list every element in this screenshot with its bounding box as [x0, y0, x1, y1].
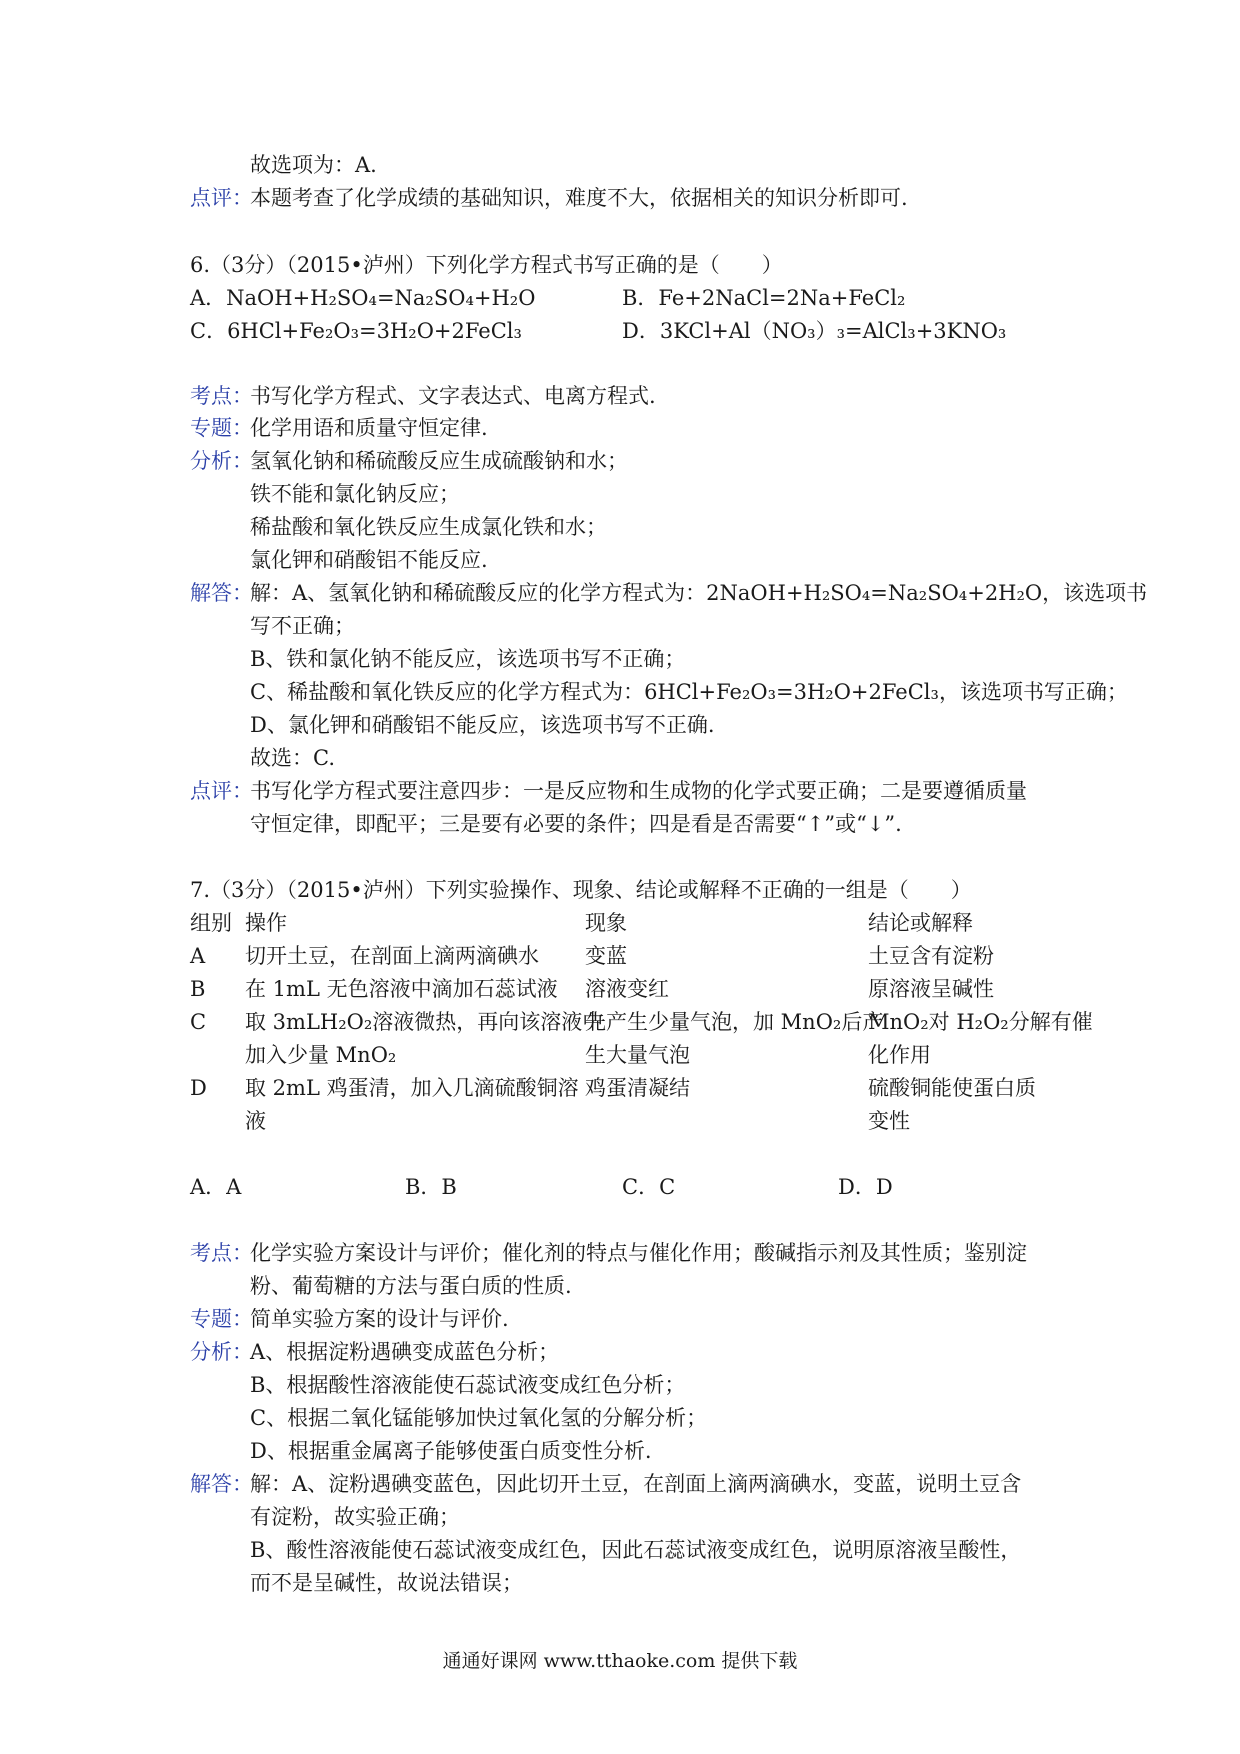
table-cell-group: C — [190, 1010, 207, 1034]
q7-option-c: C．C — [622, 1175, 676, 1199]
table-cell-concl: 土豆含有淀粉 — [868, 944, 994, 968]
q7-zhuanti-label: 专题： — [190, 1307, 253, 1331]
table-cell-phen: 生大量气泡 — [585, 1043, 690, 1067]
table-cell-concl: 硫酸铜能使蛋白质 — [868, 1076, 1036, 1100]
table-header-group: 组别 — [190, 911, 232, 935]
q6-jieda-line: C、稀盐酸和氧化铁反应的化学方程式为：6HCl+Fe₂O₃=3H₂O+2FeCl₃，该选项书写正确； — [250, 680, 1128, 704]
table-cell-op: 液 — [245, 1109, 266, 1133]
q7-fenxi-line: D、根据重金属离子能够使蛋白质变性分析. — [250, 1439, 652, 1463]
page-footer: 通通好课网 www.tthaoke.com 提供下载 — [442, 1650, 798, 1672]
prev-answer: 故选项为：A. — [250, 153, 377, 177]
table-cell-phen: 变蓝 — [585, 944, 627, 968]
q6-kaodian-label: 考点： — [190, 384, 253, 408]
table-cell-phen: 先产生少量气泡，加 MnO₂后产 — [585, 1010, 884, 1034]
q7-jieda-line: 而不是呈碱性，故说法错误； — [250, 1571, 523, 1595]
q7-jieda-label: 解答： — [190, 1472, 253, 1496]
review-label: 点评： — [190, 186, 253, 210]
q6-dianping-label: 点评： — [190, 779, 253, 803]
q6-kaodian: 书写化学方程式、文字表达式、电离方程式. — [250, 384, 656, 408]
table-cell-phen: 溶液变红 — [585, 977, 669, 1001]
q6-zhuanti: 化学用语和质量守恒定律. — [250, 416, 488, 440]
q7-kaodian-label: 考点： — [190, 1241, 253, 1265]
table-cell-concl: MnO₂对 H₂O₂分解有催 — [868, 1010, 1093, 1034]
q7-jieda-line: 有淀粉，故实验正确； — [250, 1505, 460, 1529]
q6-dianping-line: 守恒定律，即配平；三是要有必要的条件；四是看是否需要“↑”或“↓”. — [250, 812, 902, 836]
q6-option-b: B．Fe+2NaCl=2Na+FeCl₂ — [622, 286, 906, 310]
q6-fenxi-line: 稀盐酸和氧化铁反应生成氯化铁和水； — [250, 515, 607, 539]
table-cell-group: B — [190, 977, 206, 1001]
q6-fenxi-line: 氢氧化钠和稀硫酸反应生成硫酸钠和水； — [250, 449, 628, 473]
table-cell-op: 在 1mL 无色溶液中滴加石蕊试液 — [245, 977, 558, 1001]
q7-kaodian-line: 化学实验方案设计与评价；催化剂的特点与催化作用；酸碱指示剂及其性质；鉴别淀 — [250, 1241, 1027, 1265]
table-cell-op: 切开土豆，在剖面上滴两滴碘水 — [245, 944, 539, 968]
q6-zhuanti-label: 专题： — [190, 416, 253, 440]
table-cell-group: A — [190, 944, 206, 968]
table-header-concl: 结论或解释 — [868, 911, 973, 935]
q6-fenxi-line: 氯化钾和硝酸铝不能反应. — [250, 548, 488, 572]
q6-fenxi-label: 分析： — [190, 449, 253, 473]
table-cell-op: 取 3mLH₂O₂溶液微热，再向该溶液中 — [245, 1010, 604, 1034]
q6-stem: 6.（3分）（2015•泸州）下列化学方程式书写正确的是（ ） — [190, 253, 783, 277]
q7-stem: 7.（3分）（2015•泸州）下列实验操作、现象、结论或解释不正确的一组是（ ） — [190, 878, 972, 902]
q7-fenxi-label: 分析： — [190, 1340, 253, 1364]
q7-fenxi-line: B、根据酸性溶液能使石蕊试液变成红色分析； — [250, 1373, 686, 1397]
table-cell-group: D — [190, 1076, 207, 1100]
table-header-phen: 现象 — [585, 911, 627, 935]
q7-zhuanti: 简单实验方案的设计与评价. — [250, 1307, 509, 1331]
table-header-op: 操作 — [245, 911, 287, 935]
q6-option-d: D．3KCl+Al（NO₃）₃=AlCl₃+3KNO₃ — [622, 319, 1007, 343]
q6-jieda-line: D、氯化钾和硝酸铝不能反应，该选项书写不正确. — [250, 713, 715, 737]
q6-dianping-line: 书写化学方程式要注意四步：一是反应物和生成物的化学式要正确；二是要遵循质量 — [250, 779, 1027, 803]
q6-jieda-line: 写不正确； — [250, 614, 355, 638]
q7-option-a: A．A — [190, 1175, 242, 1199]
q7-jieda-line: 解：A、淀粉遇碘变蓝色，因此切开土豆，在剖面上滴两滴碘水，变蓝，说明土豆含 — [250, 1472, 1022, 1496]
table-cell-op: 加入少量 MnO₂ — [245, 1043, 397, 1067]
q6-fenxi-line: 铁不能和氯化钠反应； — [250, 482, 460, 506]
q7-kaodian-line: 粉、葡萄糖的方法与蛋白质的性质. — [250, 1274, 572, 1298]
q7-option-b: B．B — [405, 1175, 457, 1199]
q6-jieda-line: 解：A、氢氧化钠和稀硫酸反应的化学方程式为：2NaOH+H₂SO₄=Na₂SO₄+2H₂O，该选项书 — [250, 581, 1148, 605]
q7-fenxi-line: A、根据淀粉遇碘变成蓝色分析； — [250, 1340, 560, 1364]
table-cell-concl: 原溶液呈碱性 — [868, 977, 994, 1001]
q6-jieda-line: B、铁和氯化钠不能反应，该选项书写不正确； — [250, 647, 686, 671]
q7-jieda-line: B、酸性溶液能使石蕊试液变成红色，因此石蕊试液变成红色，说明原溶液呈酸性， — [250, 1538, 1022, 1562]
table-cell-op: 取 2mL 鸡蛋清，加入几滴硫酸铜溶 — [245, 1076, 579, 1100]
table-cell-concl: 变性 — [868, 1109, 910, 1133]
review-text: 本题考查了化学成绩的基础知识，难度不大，依据相关的知识分析即可. — [250, 186, 908, 210]
q6-option-c: C．6HCl+Fe₂O₃=3H₂O+2FeCl₃ — [190, 319, 522, 343]
q7-fenxi-line: C、根据二氧化锰能够加快过氧化氢的分解分析； — [250, 1406, 708, 1430]
q6-option-a: A．NaOH+H₂SO₄=Na₂SO₄+H₂O — [190, 286, 536, 310]
table-cell-concl: 化作用 — [868, 1043, 931, 1067]
table-cell-phen: 鸡蛋清凝结 — [585, 1076, 690, 1100]
q7-option-d: D．D — [838, 1175, 893, 1199]
q6-jieda-label: 解答： — [190, 581, 253, 605]
q6-jieda-line: 故选：C. — [250, 746, 335, 770]
